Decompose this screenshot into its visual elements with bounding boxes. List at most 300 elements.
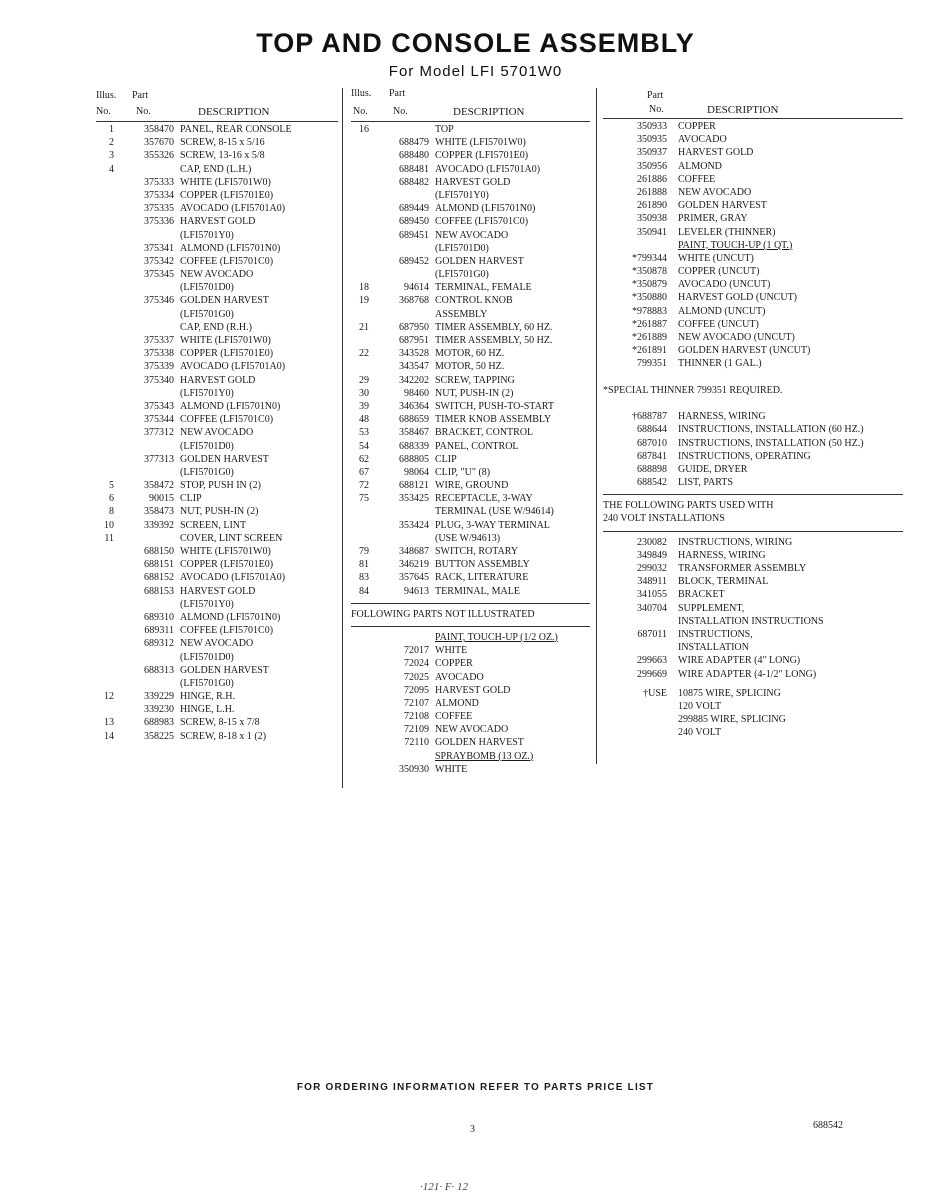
part-number: 375346: [144, 295, 174, 307]
part-number: 358225: [144, 730, 174, 742]
part-number: 688983: [144, 717, 174, 729]
part-description: CAP, END (L.H.): [180, 163, 252, 175]
table-row: [96, 255, 338, 268]
part-description: TERMINAL, FEMALE: [435, 282, 532, 294]
table-row: [351, 684, 590, 697]
table-row: [603, 575, 903, 588]
table-row: [351, 387, 590, 400]
part-number: 350937: [637, 147, 667, 159]
section-rule: [351, 603, 590, 604]
part-description: SCREW, 13-16 x 5/8: [180, 150, 265, 162]
table-row: [351, 360, 590, 373]
part-number: 350941: [637, 226, 667, 238]
part-number: 688152: [144, 572, 174, 584]
part-number: 72109: [404, 724, 429, 736]
table-row: [351, 440, 590, 453]
part-description: ASSEMBLY: [435, 308, 488, 320]
part-description: THINNER (1 GAL.): [678, 358, 762, 370]
illus-number: 75: [359, 493, 369, 505]
table-row: [96, 519, 338, 532]
table-row: [603, 668, 903, 681]
table-row: [351, 532, 590, 545]
table-row: [351, 710, 590, 723]
part-number: 687950: [399, 321, 429, 333]
part-description: CONTROL KNOB: [435, 295, 513, 307]
part-number: 375334: [144, 189, 174, 201]
table-row: [351, 149, 590, 162]
table-row: [351, 202, 590, 215]
part-number: 261890: [637, 200, 667, 212]
part-description: WHITE (LFI5701W0): [180, 335, 271, 346]
illus-number: 10: [104, 519, 114, 531]
section-heading: [351, 608, 590, 621]
illus-number: 39: [359, 400, 369, 412]
parts-column-2: [351, 88, 590, 776]
table-row: [351, 189, 590, 202]
column-header: [96, 88, 338, 123]
table-row: [96, 413, 338, 426]
part-number: 375336: [144, 216, 174, 228]
table-row: [96, 176, 338, 189]
illus-number: 16: [359, 124, 369, 135]
table-row: [96, 360, 338, 373]
part-number: 377312: [144, 427, 174, 439]
part-description: ALMOND (LFI5701N0): [435, 203, 536, 215]
part-number: *350879: [632, 279, 667, 291]
paint-list: [603, 252, 903, 371]
table-row: [96, 202, 338, 215]
part-description: CAP, END (R.H.): [180, 321, 252, 333]
table-row: [603, 549, 903, 562]
table-row: [351, 308, 590, 321]
part-number: 346219: [399, 559, 429, 571]
part-description: ALMOND (LFI5701N0): [180, 611, 281, 623]
part-number: 688480: [399, 150, 429, 162]
part-number: 375340: [144, 374, 174, 386]
part-description: INSTRUCTIONS,: [678, 628, 753, 640]
illus-number: 19: [359, 295, 369, 307]
part-description: COPPER: [435, 658, 473, 670]
ordering-note: FOR ORDERING INFORMATION REFER TO PARTS PRICE LIST: [296, 1082, 655, 1093]
table-row: [351, 736, 590, 749]
part-description: HINGE, R.H.: [180, 691, 235, 703]
part-description: 120 VOLT: [678, 700, 722, 712]
part-description: COFFEE (LFI5701C0): [180, 255, 274, 267]
part-description: PRIMER, GRAY: [678, 213, 748, 225]
illus-number: 14: [104, 730, 114, 742]
part-number: †USE: [643, 687, 667, 699]
part-number: 355326: [144, 150, 174, 162]
table-row: [96, 136, 338, 149]
part-number: 358472: [144, 480, 174, 492]
part-description: COPPER (LFI5701E0): [435, 150, 529, 162]
illus-number: 2: [109, 137, 114, 149]
spacer: [603, 371, 903, 384]
part-description: NUT, PUSH-IN (2): [435, 387, 514, 399]
illus-number: 13: [104, 717, 114, 729]
table-row: [351, 671, 590, 684]
illus-number: 54: [359, 440, 369, 452]
part-number: 98460: [404, 387, 429, 399]
illus-number: 22: [359, 348, 369, 360]
part-number: 689450: [399, 216, 429, 228]
part-number: 72024: [404, 658, 429, 670]
part-description: NEW AVOCADO: [678, 186, 752, 198]
part-description: HARNESS, WIRING: [678, 411, 766, 423]
table-row: [351, 571, 590, 584]
table-row: [96, 242, 338, 255]
table-row: [96, 690, 338, 703]
table-row: [351, 215, 590, 228]
part-no-label: No.: [393, 106, 408, 117]
part-number: *261889: [632, 332, 667, 343]
part-number: 350933: [637, 121, 667, 132]
part-number: 358470: [144, 124, 174, 135]
part-number: 375333: [144, 176, 174, 188]
part-description: COFFEE: [435, 711, 473, 723]
part-number: 375337: [144, 335, 174, 346]
table-row: [351, 374, 590, 387]
part-description: NEW AVOCADO (UNCUT): [678, 332, 795, 343]
part-description: STOP, PUSH IN (2): [180, 480, 261, 492]
table-row: [351, 763, 590, 776]
part-description: WHITE (LFI5701W0): [180, 176, 271, 188]
part-number: 98064: [404, 466, 429, 478]
part-description: AVOCADO: [435, 671, 484, 683]
part-number: 342202: [399, 374, 429, 386]
part-number: 687841: [637, 450, 667, 462]
part-description: SCREW, TAPPING: [435, 374, 515, 386]
part-description: GUIDE, DRYER: [678, 463, 748, 475]
table-row: [603, 641, 903, 654]
table-row: [603, 588, 903, 601]
part-number: 687011: [637, 628, 667, 640]
parts-column-3: [603, 88, 903, 739]
column-header: [603, 88, 903, 120]
part-description: CLIP: [180, 493, 202, 505]
part-label: Part: [647, 90, 664, 101]
part-description: NEW AVOCADO: [435, 229, 509, 241]
part-description: COFFEE (LFI5701C0): [180, 414, 274, 426]
part-number: 375339: [144, 361, 174, 373]
part-description: AVOCADO (LFI5701A0): [180, 203, 286, 215]
part-description: TIMER ASSEMBLY, 50 HZ.: [435, 335, 553, 346]
table-row: [96, 651, 338, 664]
table-row: [603, 463, 903, 476]
part-description: SWITCH, PUSH-TO-START: [435, 400, 554, 412]
table-row: [351, 136, 590, 149]
part-number: 299032: [637, 563, 667, 574]
part-description: SCREW, 8-18 x 1 (2): [180, 730, 267, 742]
part-description: WHITE (LFI5701W0): [435, 137, 526, 149]
illus-no-label: No.: [353, 106, 368, 117]
part-number: 375345: [144, 269, 174, 281]
table-row: [96, 730, 338, 743]
part-description: (LFI5701G0): [180, 677, 234, 689]
column-divider: [596, 88, 597, 764]
part-description: LIST, PARTS: [678, 477, 733, 489]
part-description: INSTALLATION INSTRUCTIONS: [678, 615, 824, 627]
table-row: [96, 268, 338, 281]
part-description: HARVEST GOLD: [678, 147, 754, 159]
table-row: [603, 450, 903, 463]
illus-number: 1: [109, 124, 114, 135]
illus-number: 79: [359, 546, 369, 557]
table-row: [351, 229, 590, 242]
illus-number: 12: [104, 691, 114, 703]
part-number: 358467: [399, 427, 429, 439]
table-row: [603, 536, 903, 549]
part-number: 94613: [404, 585, 429, 597]
part-description: AVOCADO: [678, 134, 727, 146]
part-description: COPPER (LFI5701E0): [180, 559, 274, 571]
table-row: [351, 255, 590, 268]
part-description: HARVEST GOLD: [180, 585, 256, 597]
paint-list: [351, 644, 590, 750]
table-row: [603, 305, 903, 318]
part-description: COFFEE (LFI5701C0): [435, 216, 529, 228]
part-number: 375335: [144, 203, 174, 215]
part-number: *350878: [632, 266, 667, 278]
part-description: INSTRUCTIONS, WIRING: [678, 536, 793, 548]
part-number: 299669: [637, 668, 667, 680]
part-description: HINGE, L.H.: [180, 704, 235, 716]
table-row: [351, 657, 590, 670]
table-row: [96, 624, 338, 637]
table-row: [96, 571, 338, 584]
part-description: RACK, LITERATURE: [435, 572, 529, 584]
table-row: [351, 697, 590, 710]
model-subtitle: For Model LFI 5701W0: [388, 63, 563, 80]
part-description: HARVEST GOLD: [180, 216, 256, 228]
table-row: [96, 585, 338, 598]
table-row: [603, 687, 903, 700]
part-number: 353424: [399, 519, 429, 531]
table-row: [351, 123, 590, 136]
part-description: ALMOND (LFI5701N0): [180, 242, 281, 254]
parts-list: [603, 410, 903, 489]
part-description: ALMOND: [435, 697, 479, 709]
part-number: 688153: [144, 585, 174, 597]
document-number: 688542: [813, 1120, 843, 1131]
table-row: [96, 492, 338, 505]
table-row: [603, 226, 903, 239]
part-number: 688481: [399, 163, 429, 175]
part-number: 689311: [144, 625, 174, 637]
section-heading: [603, 499, 903, 512]
part-number: 687010: [637, 437, 667, 449]
part-description: GOLDEN HARVEST: [435, 737, 524, 749]
table-row: [96, 387, 338, 400]
part-description: AVOCADO (UNCUT): [678, 279, 771, 291]
illus-number: 84: [359, 585, 369, 597]
table-row: [351, 400, 590, 413]
table-row: [351, 644, 590, 657]
part-number: 688339: [399, 440, 429, 452]
section-rule: [603, 531, 903, 532]
part-number: 375343: [144, 400, 174, 412]
illus-number: 21: [359, 321, 369, 333]
illus-number: 62: [359, 453, 369, 465]
table-row: [96, 558, 338, 571]
part-description: AVOCADO (LFI5701A0): [180, 361, 286, 373]
part-number: 348911: [637, 576, 667, 588]
part-description: WIRE ADAPTER (4" LONG): [678, 655, 801, 667]
table-row: [96, 453, 338, 466]
part-description: (LFI5701D0): [180, 440, 234, 452]
part-number: 72017: [404, 645, 429, 657]
part-number: 688121: [399, 480, 429, 492]
part-description: (USE W/94613): [435, 532, 501, 544]
parts-column-1: [96, 88, 338, 743]
part-description: COFFEE (LFI5701C0): [180, 625, 274, 637]
description-label: DESCRIPTION: [707, 104, 779, 116]
section-heading: [603, 512, 903, 525]
table-row: [96, 189, 338, 202]
part-description: TRANSFORMER ASSEMBLY: [678, 563, 807, 574]
part-number: 261888: [637, 186, 667, 198]
part-number: 350935: [637, 134, 667, 146]
table-row: [96, 149, 338, 162]
part-number: 72025: [404, 671, 429, 683]
part-number: 339230: [144, 704, 174, 716]
paint-half-oz-heading: PAINT, TOUCH-UP (1/2 OZ.): [435, 631, 558, 643]
illus-number: 6: [109, 493, 114, 505]
table-row: [96, 466, 338, 479]
part-description: INSTRUCTIONS, OPERATING: [678, 450, 811, 462]
header-rule: [351, 121, 590, 122]
spraybomb-list: [351, 763, 590, 776]
table-row: [603, 476, 903, 489]
part-number: 688313: [144, 664, 174, 676]
part-description: (LFI5701G0): [180, 308, 234, 320]
part-description: TOP: [435, 124, 454, 135]
illus-number: 72: [359, 480, 369, 492]
part-number: 346364: [399, 400, 429, 412]
part-description: SCREW, 8-15 x 5/16: [180, 137, 265, 149]
part-number: 688479: [399, 137, 429, 149]
table-row: [96, 215, 338, 228]
part-description: COPPER (LFI5701E0): [180, 348, 274, 360]
illus-number: 11: [104, 532, 114, 544]
table-row: [603, 357, 903, 370]
part-description: WHITE: [435, 763, 468, 775]
table-row: [96, 598, 338, 611]
table-row: [96, 321, 338, 334]
parts-list: [603, 687, 903, 740]
table-row: [603, 160, 903, 173]
part-number: 343547: [399, 361, 429, 373]
part-description: MOTOR, 60 HZ.: [435, 348, 505, 360]
part-description: SWITCH, ROTARY: [435, 546, 519, 557]
part-number: 72107: [404, 697, 429, 709]
part-number: *261887: [632, 318, 667, 330]
illus-number: 5: [109, 480, 114, 492]
table-row: [96, 703, 338, 716]
table-row: [351, 347, 590, 360]
part-description: NEW AVOCADO: [180, 427, 254, 439]
part-number: 230082: [637, 536, 667, 548]
part-description: GOLDEN HARVEST: [180, 664, 269, 676]
table-row: [603, 318, 903, 331]
part-description: MOTOR, 50 HZ.: [435, 361, 505, 373]
table-row: [96, 229, 338, 242]
part-description: 10875 WIRE, SPLICING: [678, 687, 781, 699]
part-description: AVOCADO (LFI5701A0): [180, 572, 286, 584]
table-row: [96, 637, 338, 650]
part-number: 687951: [399, 335, 429, 346]
table-row: [96, 123, 338, 136]
part-description: NEW AVOCADO: [180, 269, 254, 281]
page-title: TOP AND CONSOLE ASSEMBLY: [256, 28, 695, 58]
part-description: BUTTON ASSEMBLY: [435, 559, 530, 571]
part-number: 349849: [637, 549, 667, 561]
part-description: SCREW, 8-15 x 7/8: [180, 717, 260, 729]
part-number: 368768: [399, 295, 429, 307]
part-description: BLOCK, TERMINAL: [678, 576, 769, 588]
part-description: ALMOND (LFI5701N0): [180, 400, 281, 412]
part-description: LEVELER (THINNER): [678, 226, 776, 238]
part-number: 90015: [149, 493, 174, 505]
part-description: (LFI5701G0): [180, 466, 234, 478]
table-row: [603, 120, 903, 133]
table-row: [603, 628, 903, 641]
part-number: 299663: [637, 655, 667, 667]
illus-number: 81: [359, 559, 369, 571]
part-number: 350956: [637, 160, 667, 172]
part-number: 358473: [144, 506, 174, 518]
table-row: [351, 545, 590, 558]
table-row: [96, 532, 338, 545]
part-description: INSTRUCTIONS, INSTALLATION (50 HZ.): [678, 437, 864, 449]
table-row: [603, 437, 903, 450]
part-description: GOLDEN HARVEST: [678, 200, 767, 212]
part-number: *978883: [632, 305, 667, 317]
table-row: [96, 308, 338, 321]
part-description: GOLDEN HARVEST: [180, 453, 269, 465]
following-parts-heading: FOLLOWING PARTS NOT ILLUSTRATED: [351, 608, 535, 620]
part-description: COPPER (UNCUT): [678, 266, 760, 278]
part-description: (LFI5701Y0): [180, 229, 234, 241]
part-description: (LFI5701D0): [180, 651, 234, 663]
illus-number: 29: [359, 374, 369, 386]
part-description: PANEL, REAR CONSOLE: [180, 124, 292, 135]
section-heading: [351, 750, 590, 763]
description-label: DESCRIPTION: [198, 106, 270, 118]
part-number: 688805: [399, 453, 429, 465]
table-row: [351, 453, 590, 466]
part-number: 799351: [637, 358, 667, 370]
part-number: 375344: [144, 414, 174, 426]
part-description: WHITE: [435, 645, 468, 657]
parts-list: [603, 120, 903, 239]
part-number: 339392: [144, 519, 174, 531]
part-description: HARNESS, WIRING: [678, 549, 766, 561]
table-row: [603, 133, 903, 146]
table-row: [351, 723, 590, 736]
table-row: [351, 466, 590, 479]
volt-240-heading-line-2: 240 VOLT INSTALLATIONS: [603, 513, 725, 525]
table-row: [351, 268, 590, 281]
part-description: ALMOND (UNCUT): [678, 305, 766, 317]
part-description: TIMER KNOB ASSEMBLY: [435, 414, 552, 426]
section-rule: [603, 494, 903, 495]
table-row: [603, 726, 903, 739]
illus-number: 48: [359, 414, 369, 426]
part-description: BRACKET: [678, 589, 725, 601]
illus-number: 18: [359, 282, 369, 294]
table-row: [603, 278, 903, 291]
